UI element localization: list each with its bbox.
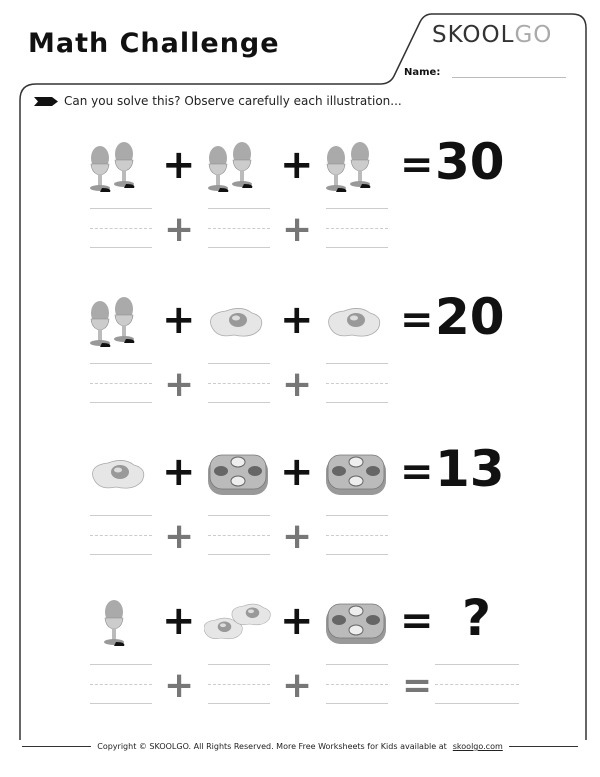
answer-field[interactable]: [90, 515, 152, 555]
answer-field[interactable]: [208, 208, 270, 248]
result-value: ?: [462, 589, 492, 647]
plus-sign: +: [280, 598, 314, 644]
equation-row: [0, 133, 600, 280]
skoolgo-logo: SKOOLGO: [432, 22, 553, 48]
footer: [0, 742, 600, 751]
equals-sign-answer: =: [402, 665, 433, 706]
plus-sign-answer: +: [164, 516, 195, 557]
fried-eggs-pair-icon: [204, 596, 274, 651]
plus-sign-answer: +: [282, 209, 313, 250]
fried-egg-icon: [322, 295, 392, 350]
answer-field[interactable]: [326, 515, 388, 555]
answer-field[interactable]: [90, 664, 152, 704]
equals-sign: =: [400, 297, 434, 343]
result-value: 20: [435, 288, 505, 346]
egg-cup-single-icon: [86, 596, 156, 651]
plus-sign-answer: +: [164, 209, 195, 250]
result-value: 30: [435, 133, 505, 191]
equation-row: [0, 440, 600, 587]
egg-cups-pair-icon: [322, 140, 392, 195]
equals-sign: =: [400, 142, 434, 188]
fried-egg-icon: [204, 295, 274, 350]
answer-field[interactable]: [208, 664, 270, 704]
instruction-text: Can you solve this? Observe carefully each illustration...: [64, 94, 402, 108]
plus-sign: +: [162, 142, 196, 188]
answer-field[interactable]: [326, 664, 388, 704]
result-answer-field[interactable]: [435, 664, 519, 704]
plus-sign-answer: +: [164, 364, 195, 405]
answer-field[interactable]: [208, 515, 270, 555]
plus-sign-answer: +: [164, 665, 195, 706]
plus-sign: +: [162, 598, 196, 644]
equals-sign: =: [400, 598, 434, 644]
answer-field[interactable]: [326, 208, 388, 248]
plus-sign-answer: +: [282, 516, 313, 557]
equation-row: [0, 288, 600, 435]
answer-field[interactable]: [90, 208, 152, 248]
equation-row: [0, 589, 600, 736]
plate-egg-rings-icon: [322, 447, 392, 502]
skoolgo-link[interactable]: skoolgo.com: [452, 742, 503, 751]
arrow-tag-icon: [34, 97, 58, 106]
plus-sign: +: [280, 449, 314, 495]
equals-sign: =: [400, 449, 434, 495]
name-label: Name:: [404, 67, 441, 78]
name-input-line[interactable]: [452, 77, 566, 78]
page-title: Math Challenge: [28, 28, 280, 59]
answer-field[interactable]: [208, 363, 270, 403]
plus-sign: +: [162, 297, 196, 343]
plate-egg-rings-icon: [322, 596, 392, 651]
plus-sign-answer: +: [282, 364, 313, 405]
plus-sign: +: [162, 449, 196, 495]
result-value: 13: [435, 440, 505, 498]
instruction: [34, 94, 402, 108]
plus-sign: +: [280, 142, 314, 188]
egg-cups-pair-icon: [86, 140, 156, 195]
answer-field[interactable]: [326, 363, 388, 403]
egg-cups-pair-icon: [204, 140, 274, 195]
plus-sign-answer: +: [282, 665, 313, 706]
fried-egg-icon: [86, 447, 156, 502]
answer-field[interactable]: [90, 363, 152, 403]
plate-egg-rings-icon: [204, 447, 274, 502]
copyright-text: Copyright © SKOOLGO. All Rights Reserved. More Free Worksheets for Kids available at: [97, 742, 447, 751]
plus-sign: +: [280, 297, 314, 343]
egg-cups-pair-icon: [86, 295, 156, 350]
